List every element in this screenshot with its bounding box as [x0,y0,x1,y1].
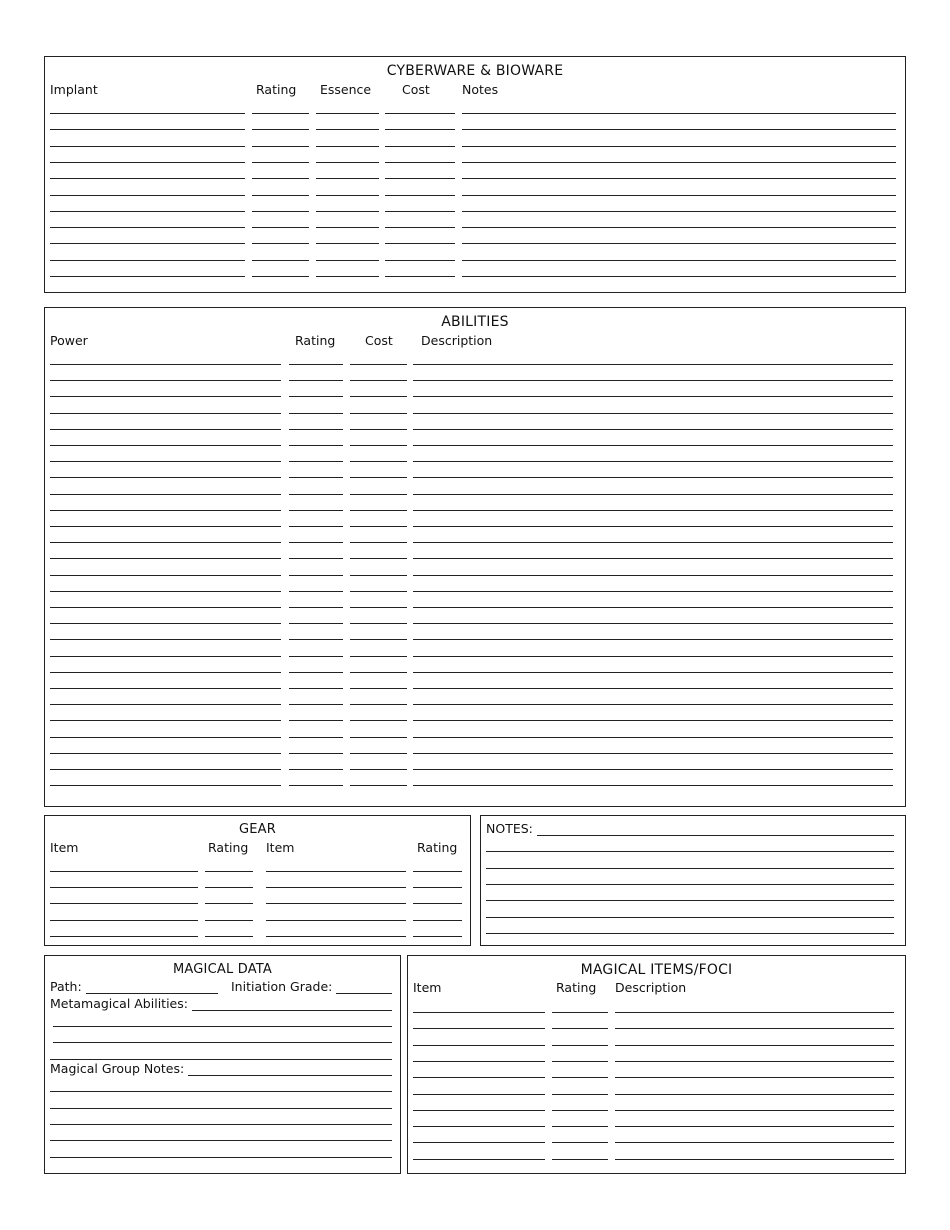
rating-line[interactable] [289,623,343,624]
cost-line[interactable] [385,195,455,196]
description-line[interactable] [413,753,893,754]
cost-line[interactable] [350,623,407,624]
description-line[interactable] [413,510,893,511]
description-line[interactable] [413,413,893,414]
description-line[interactable] [413,461,893,462]
description-line[interactable] [615,1028,894,1029]
cost-line[interactable] [385,146,455,147]
description-line[interactable] [413,639,893,640]
description-line[interactable] [615,1094,894,1095]
cost-line[interactable] [385,162,455,163]
rating-line[interactable] [289,558,343,559]
description-line[interactable] [413,494,893,495]
description-line[interactable] [615,1142,894,1143]
notes-line[interactable] [462,260,896,261]
header-rating-2: Rating [417,840,458,855]
power-line[interactable] [50,558,281,559]
power-line[interactable] [50,753,281,754]
item-line[interactable] [50,920,198,921]
rating-line[interactable] [552,1061,608,1062]
cost-line[interactable] [350,607,407,608]
rating-line[interactable] [289,510,343,511]
header-power: Power [50,333,88,348]
power-line[interactable] [50,737,281,738]
cost-line[interactable] [350,396,407,397]
description-line[interactable] [413,785,893,786]
power-line[interactable] [50,429,281,430]
description-line[interactable] [413,575,893,576]
rating-line[interactable] [289,656,343,657]
implant-line[interactable] [50,146,245,147]
magical-data-section [44,955,401,1174]
description-line[interactable] [413,591,893,592]
power-line[interactable] [50,542,281,543]
power-line[interactable] [50,688,281,689]
item-line[interactable] [413,1012,545,1013]
magical-group-notes-label: Magical Group Notes: [50,1061,188,1076]
notes-line[interactable] [486,868,894,869]
cost-line[interactable] [350,494,407,495]
magical-items-section [407,955,906,1174]
power-line[interactable] [50,656,281,657]
description-line[interactable] [615,1126,894,1127]
notes-line[interactable] [462,129,896,130]
notes-line[interactable] [486,851,894,852]
rating-line[interactable] [413,887,462,888]
item-line[interactable] [50,887,198,888]
cost-line[interactable] [350,672,407,673]
description-line[interactable] [413,558,893,559]
cost-line[interactable] [350,720,407,721]
notes-line[interactable] [462,146,896,147]
item-line[interactable] [50,936,198,937]
group-notes-line[interactable] [50,1124,392,1125]
description-line[interactable] [413,380,893,381]
rating-line[interactable] [289,364,343,365]
implant-line[interactable] [50,162,245,163]
rating-line[interactable] [252,276,309,277]
essence-line[interactable] [316,146,379,147]
description-line[interactable] [413,477,893,478]
group-notes-line[interactable] [50,1157,392,1158]
power-line[interactable] [50,575,281,576]
essence-line[interactable] [316,162,379,163]
cost-line[interactable] [385,113,455,114]
power-line[interactable] [50,607,281,608]
rating-line[interactable] [252,260,309,261]
item-line[interactable] [413,1061,545,1062]
power-line[interactable] [50,672,281,673]
rating-line[interactable] [289,429,343,430]
description-line[interactable] [413,720,893,721]
description-line[interactable] [615,1110,894,1111]
abilities-title: ABILITIES [441,314,509,330]
abilities-section [44,307,906,807]
essence-line[interactable] [316,276,379,277]
cost-line[interactable] [385,211,455,212]
description-line[interactable] [413,526,893,527]
group-notes-line[interactable] [50,1108,392,1109]
description-line[interactable] [413,429,893,430]
item-line[interactable] [266,920,406,921]
notes-line[interactable] [462,113,896,114]
essence-line[interactable] [316,260,379,261]
cost-line[interactable] [350,591,407,592]
rating-line[interactable] [205,920,253,921]
cost-line[interactable] [385,129,455,130]
cost-line[interactable] [385,178,455,179]
notes-line[interactable] [462,195,896,196]
power-line[interactable] [50,461,281,462]
power-line[interactable] [50,477,281,478]
cost-line[interactable] [350,656,407,657]
cost-line[interactable] [350,477,407,478]
group-notes-line[interactable] [188,1075,392,1076]
notes-section [480,815,906,946]
rating-line[interactable] [552,1159,608,1160]
rating-line[interactable] [252,178,309,179]
header-cost: Cost [365,333,393,348]
rating-line[interactable] [289,688,343,689]
notes-line[interactable] [462,227,896,228]
rating-line[interactable] [289,445,343,446]
gear-section [44,815,471,946]
rating-line[interactable] [552,1045,608,1046]
notes-line[interactable] [462,211,896,212]
gear-title: GEAR [238,822,276,837]
cost-line[interactable] [350,364,407,365]
power-line[interactable] [50,785,281,786]
rating-line[interactable] [552,1126,608,1127]
description-line[interactable] [413,623,893,624]
rating-line[interactable] [289,639,343,640]
notes-line[interactable] [486,933,894,934]
header-rating: Rating [295,333,336,348]
rating-line[interactable] [289,494,343,495]
description-line[interactable] [615,1061,894,1062]
implant-line[interactable] [50,243,245,244]
item-line[interactable] [266,903,406,904]
essence-line[interactable] [316,227,379,228]
rating-line[interactable] [252,195,309,196]
cost-line[interactable] [350,753,407,754]
cost-line[interactable] [350,445,407,446]
item-line[interactable] [413,1110,545,1111]
header-cost: Cost [402,82,430,97]
item-line[interactable] [266,871,406,872]
essence-line[interactable] [316,243,379,244]
power-line[interactable] [50,591,281,592]
rating-line[interactable] [289,591,343,592]
rating-line[interactable] [205,887,253,888]
power-line[interactable] [50,720,281,721]
path-label: Path: [50,979,86,994]
metamagical-abilities-label: Metamagical Abilities: [50,996,192,1011]
power-line[interactable] [50,445,281,446]
header-rating: Rating [556,980,597,995]
description-line[interactable] [413,445,893,446]
essence-line[interactable] [316,195,379,196]
cost-line[interactable] [350,413,407,414]
cost-line[interactable] [350,380,407,381]
implant-line[interactable] [50,211,245,212]
rating-line[interactable] [552,1012,608,1013]
header-essence: Essence [320,82,372,97]
description-line[interactable] [413,607,893,608]
rating-line[interactable] [289,461,343,462]
initiation-grade-label: Initiation Grade: [231,979,336,994]
cost-line[interactable] [350,558,407,559]
item-line[interactable] [413,1142,545,1143]
power-line[interactable] [50,704,281,705]
rating-line[interactable] [552,1094,608,1095]
header-description: Description [421,333,493,348]
rating-line[interactable] [252,113,309,114]
description-line[interactable] [413,396,893,397]
rating-line[interactable] [289,785,343,786]
group-notes-line[interactable] [50,1140,392,1141]
rating-line[interactable] [289,477,343,478]
implant-line[interactable] [50,227,245,228]
cost-line[interactable] [350,510,407,511]
rating-line[interactable] [289,704,343,705]
header-implant: Implant [50,82,98,97]
power-line[interactable] [50,396,281,397]
header-description: Description [615,980,687,995]
rating-line[interactable] [289,769,343,770]
notes-line[interactable] [462,162,896,163]
header-item: Item [50,840,79,855]
rating-line[interactable] [552,1142,608,1143]
rating-line[interactable] [289,720,343,721]
rating-line[interactable] [289,413,343,414]
implant-line[interactable] [50,178,245,179]
item-line[interactable] [413,1159,545,1160]
description-line[interactable] [615,1045,894,1046]
rating-line[interactable] [413,936,462,937]
cost-line[interactable] [385,276,455,277]
essence-line[interactable] [316,211,379,212]
item-line[interactable] [413,1028,545,1029]
metamagical-line[interactable] [53,1026,392,1027]
power-line[interactable] [50,526,281,527]
rating-line[interactable] [289,607,343,608]
power-line[interactable] [50,769,281,770]
magical-data-title: MAGICAL DATA [172,962,273,977]
item-line[interactable] [413,1126,545,1127]
rating-line[interactable] [289,672,343,673]
description-line[interactable] [413,737,893,738]
cost-line[interactable] [350,769,407,770]
description-line[interactable] [615,1159,894,1160]
description-line[interactable] [615,1012,894,1013]
cost-line[interactable] [350,639,407,640]
power-line[interactable] [50,380,281,381]
header-item-2: Item [266,840,295,855]
metamagical-line[interactable] [50,1059,392,1060]
cyberware-section [44,56,906,293]
description-line[interactable] [413,364,893,365]
group-notes-line[interactable] [50,1091,392,1092]
notes-line[interactable] [486,900,894,901]
description-line[interactable] [413,769,893,770]
rating-line[interactable] [289,396,343,397]
power-line[interactable] [50,413,281,414]
implant-line[interactable] [50,276,245,277]
rating-line[interactable] [552,1077,608,1078]
metamagical-line[interactable] [190,1010,392,1011]
item-line[interactable] [266,936,406,937]
initiation-grade-line[interactable] [331,993,392,994]
magical-items-title: MAGICAL ITEMS/FOCI [580,962,733,978]
notes-line[interactable] [486,917,894,918]
cost-line[interactable] [385,243,455,244]
rating-line[interactable] [205,871,253,872]
notes-line[interactable] [462,243,896,244]
rating-line[interactable] [289,575,343,576]
description-line[interactable] [413,656,893,657]
power-line[interactable] [50,364,281,365]
rating-line[interactable] [252,211,309,212]
rating-line[interactable] [205,936,253,937]
notes-line[interactable] [462,178,896,179]
cost-line[interactable] [350,688,407,689]
power-line[interactable] [50,494,281,495]
cost-line[interactable] [385,260,455,261]
implant-line[interactable] [50,260,245,261]
cost-line[interactable] [350,785,407,786]
item-line[interactable] [50,903,198,904]
cost-line[interactable] [350,461,407,462]
rating-line[interactable] [252,146,309,147]
path-line[interactable] [85,993,218,994]
header-item: Item [413,980,442,995]
rating-line[interactable] [413,871,462,872]
rating-line[interactable] [289,753,343,754]
rating-line[interactable] [289,542,343,543]
cost-line[interactable] [385,227,455,228]
notes-line[interactable] [462,276,896,277]
implant-line[interactable] [50,195,245,196]
rating-line[interactable] [252,162,309,163]
item-line[interactable] [50,871,198,872]
notes-line[interactable] [536,835,894,836]
implant-line[interactable] [50,129,245,130]
essence-line[interactable] [316,113,379,114]
notes-line[interactable] [486,884,894,885]
power-line[interactable] [50,623,281,624]
header-rating: Rating [208,840,249,855]
rating-line[interactable] [289,380,343,381]
metamagical-line[interactable] [53,1042,392,1043]
item-line[interactable] [413,1094,545,1095]
rating-line[interactable] [413,903,462,904]
cost-line[interactable] [350,542,407,543]
cyberware-title: CYBERWARE & BIOWARE [386,63,564,79]
item-line[interactable] [413,1077,545,1078]
essence-line[interactable] [316,178,379,179]
essence-line[interactable] [316,129,379,130]
cost-line[interactable] [350,429,407,430]
rating-line[interactable] [552,1110,608,1111]
power-line[interactable] [50,639,281,640]
rating-line[interactable] [252,243,309,244]
description-line[interactable] [413,672,893,673]
description-line[interactable] [413,542,893,543]
header-rating: Rating [256,82,297,97]
description-line[interactable] [615,1077,894,1078]
header-notes: Notes [462,82,499,97]
item-line[interactable] [413,1045,545,1046]
rating-line[interactable] [552,1028,608,1029]
cost-line[interactable] [350,704,407,705]
cost-line[interactable] [350,737,407,738]
rating-line[interactable] [205,903,253,904]
notes-label: NOTES: [486,821,537,836]
description-line[interactable] [413,688,893,689]
cost-line[interactable] [350,575,407,576]
item-line[interactable] [266,887,406,888]
description-line[interactable] [413,704,893,705]
power-line[interactable] [50,510,281,511]
rating-line[interactable] [289,737,343,738]
rating-line[interactable] [252,227,309,228]
rating-line[interactable] [252,129,309,130]
implant-line[interactable] [50,113,245,114]
rating-line[interactable] [289,526,343,527]
cost-line[interactable] [350,526,407,527]
rating-line[interactable] [413,920,462,921]
